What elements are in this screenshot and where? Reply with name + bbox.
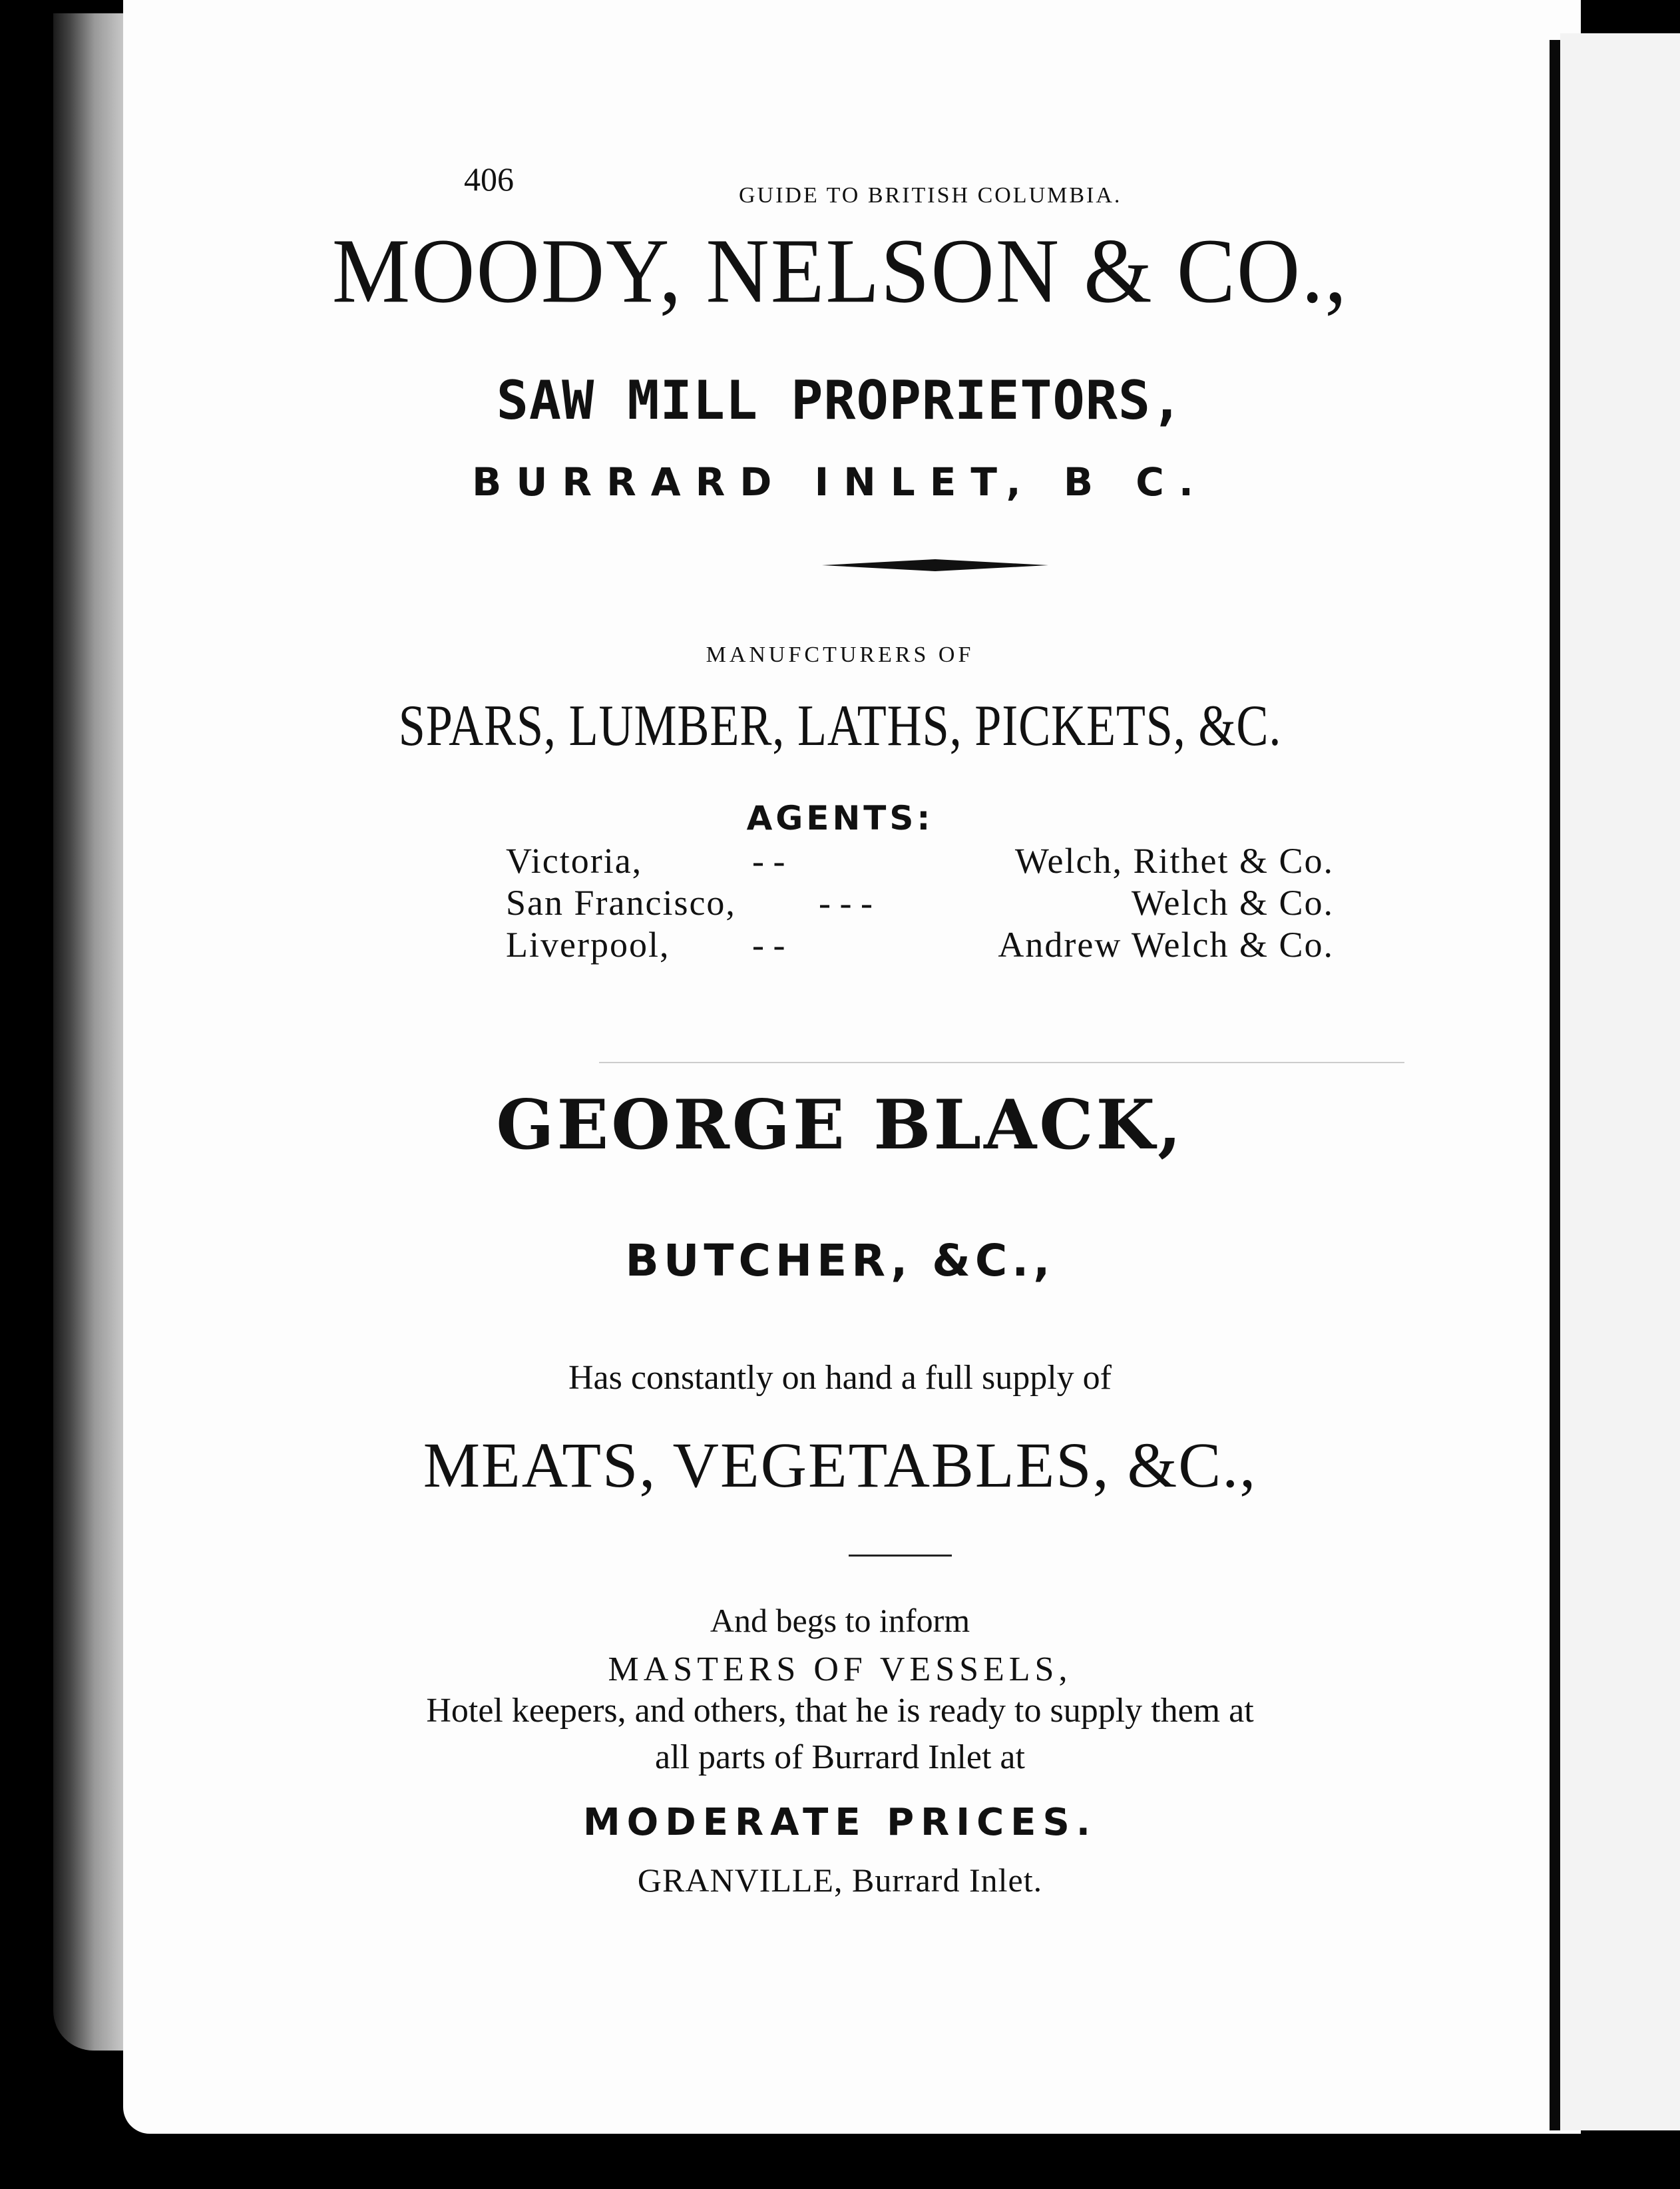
advert-black-trade: BUTCHER, &C., <box>625 1235 1055 1286</box>
advert-divider <box>599 1062 1404 1063</box>
page-number: 406 <box>464 160 514 198</box>
agents-heading: AGENTS: <box>746 799 934 838</box>
running-title: GUIDE TO BRITISH COLUMBIA. <box>739 183 1122 208</box>
agent-firm: Welch, Rithet & Co. <box>1014 841 1334 881</box>
agent-firm: Andrew Welch & Co. <box>998 925 1334 965</box>
advert-moody-firm-name: MOODY, NELSON & CO., <box>331 219 1349 322</box>
advert-black-goods: MEATS, VEGETABLES, &C., <box>423 1429 1257 1501</box>
advert-moody-trade: SAW MILL PROPRIETORS, <box>496 369 1184 431</box>
advert-black-prices: MODERATE PRICES. <box>582 1801 1098 1844</box>
products-list: SPARS, LUMBER, LATHS, PICKETS, &C. <box>398 694 1282 758</box>
agent-city: San Francisco, <box>506 883 736 923</box>
manufacturers-label: MANUFCTURERS OF <box>706 642 974 667</box>
ornamental-rule-icon <box>822 558 1048 573</box>
advert-black-parts: all parts of Burrard Inlet at <box>655 1738 1025 1776</box>
agent-dashes: - - - <box>819 883 873 923</box>
advert-black-name: GEORGE BLACK, <box>496 1085 1184 1165</box>
agent-city: Victoria, <box>506 841 643 881</box>
advert-black-hotel: Hotel keepers, and others, that he is ready to supply them at <box>426 1692 1254 1730</box>
short-rule <box>849 1555 952 1557</box>
advert-black-intro: Has constantly on hand a full supply of <box>568 1359 1112 1397</box>
advert-black-begs: And begs to inform <box>710 1602 970 1639</box>
advert-black-address: GRANVILLE, Burrard Inlet. <box>637 1861 1043 1899</box>
agent-dashes: - - <box>752 841 785 881</box>
agent-city: Liverpool, <box>506 925 670 965</box>
advert-moody-location: BURRARD INLET, B C. <box>472 459 1208 505</box>
advert-black-masters: MASTERS OF VESSELS, <box>608 1650 1072 1688</box>
agent-dashes: - - <box>752 925 785 965</box>
agent-firm: Welch & Co. <box>1131 883 1334 923</box>
